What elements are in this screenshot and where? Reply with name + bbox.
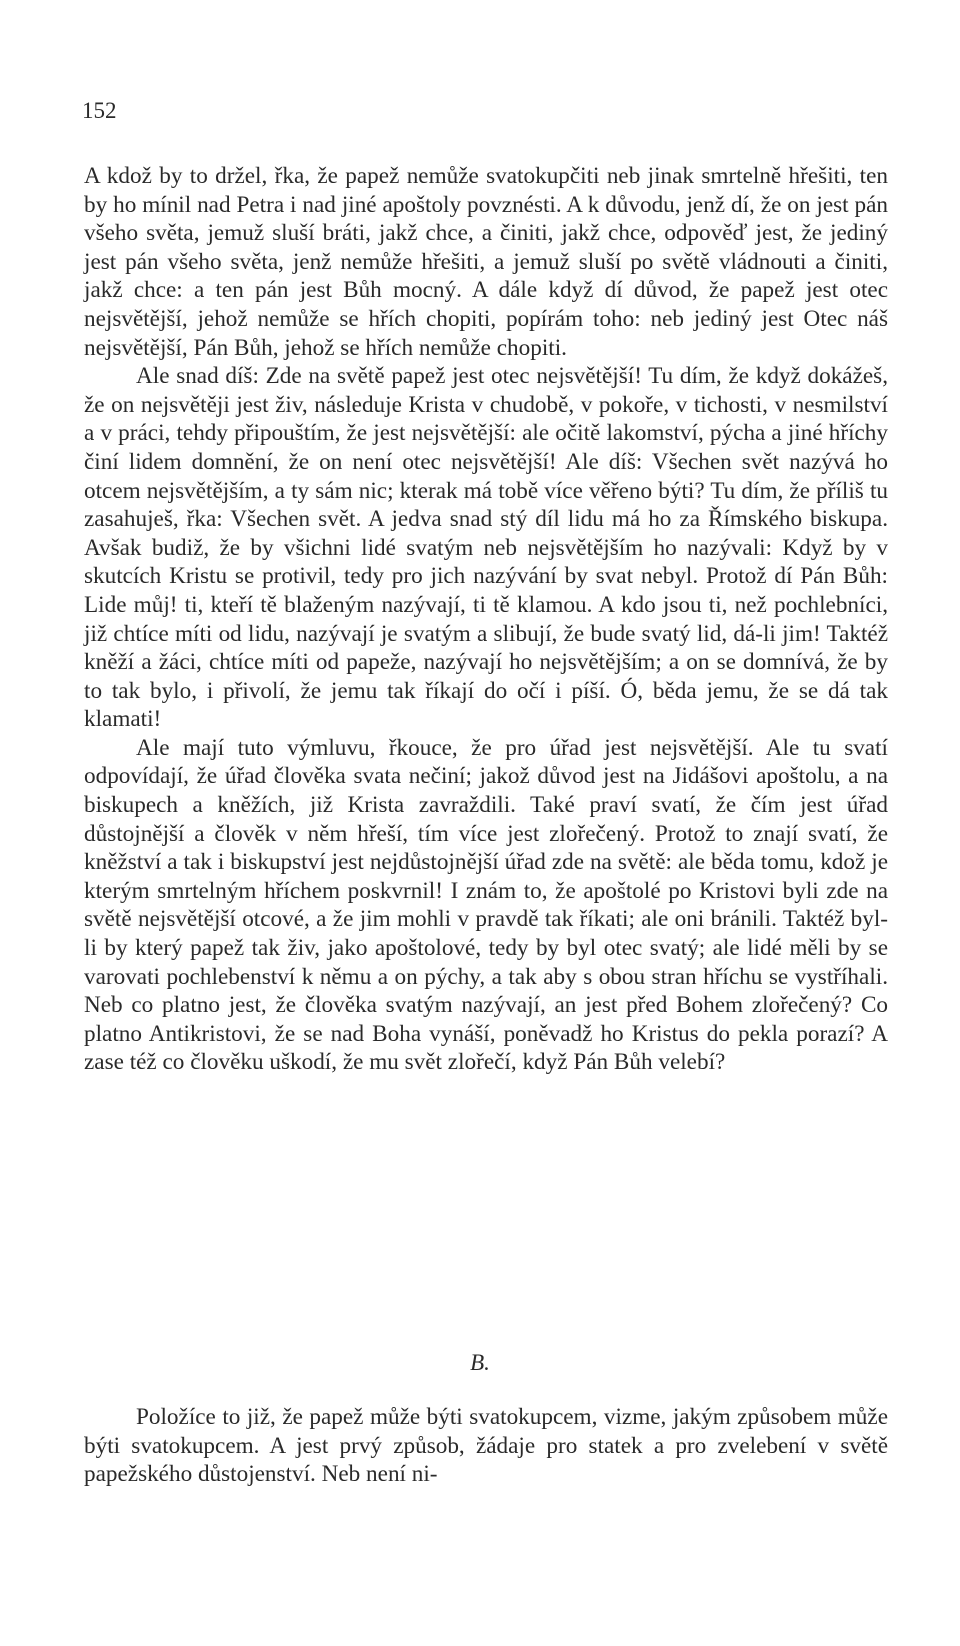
page-number: 152	[82, 98, 117, 123]
paragraph: A kdož by to držel, řka, že papež nemůže svatokupčiti neb jinak smrtelně hřešiti, ten by ho mínil nad Petra i nad jiné apoštoly povznésti. A k důvodu, jenž dí, že on jest pán všeho světa, jemuž sluší bráti, jakž chce, a činiti, jakž chce, odpověď jest, že jediný jest pán všeho světa, jenž nemůže hřešiti, a jemuž sluší po světě vládnouti a činiti, jakž chce: a ten pán jest Bůh mocný. A dále když dí důvod, že papež jest otec nejsvětější, jehož nemůže se hřích chopiti, popírám toho: neb jediný jest Otec náš nejsvětější, Pán Bůh, jehož se hřích nemůže chopiti.	[84, 163, 888, 361]
paragraph: Položíce to již, že papež může býti svatokupcem, vizme, jakým způsobem může býti svatokupcem. A jest prvý způsob, žádaje pro statek a pro zvelebení v světě papežského důstojenství. Neb není ni-	[84, 1404, 888, 1488]
paragraph: Ale mají tuto výmluvu, řkouce, že pro úřad jest nejsvětější. Ale tu svatí odpovídají, že úřad člověka svata nečiní; jakož důvod jest na Jidášovi apoštolu, a na biskupech a kněžích, již Krista zavraždili. Také praví svatí, že čím jest úřad důstojnější a člověk v něm hřeší, tím více jest zlořečený. Protož to znají svatí, že kněžství a tak i biskupství jest nejdůstojnější úřad zde na světě: ale běda tomu, kdož je kterým smrtelným hříchem poskvrnil! I znám to, že apoštolé po Kristovi byli zde na světě nejsvětější otcové, a že jim mohli v pravdě tak říkati; ale oni bránili. Taktéž byl-li by který papež tak živ, jako apoštolové, tedy by byl otec svatý; ale lidé měli by se varovati pochlebenství k němu a on pýchy, a tak aby s obou stran hříchu se vystříhali. Neb co platno jest, že člověka svatým nazývají, an jest před Bohem zlořečený? Co platno Antikristovi, že se nad Boha vynáší, poněvadž ho Kristus do pekla porazí? A zase též co člověku uškodí, že mu svět zlořečí, když Pán Bůh velebí?	[84, 734, 888, 1076]
paragraph: Ale snad díš: Zde na světě papež jest otec nejsvětější! Tu dím, že když dokážeš, že on nejsvětěji jest živ, následuje Krista v chudobě, v pokoře, v tichosti, v nesmilství a v práci, tehdy připouštím, že jest nejsvětější: ale očitě lakomství, pýcha a jiné hříchy činí lidem domnění, že on není otec nejsvětější! Ale díš: Všechen svět nazývá ho otcem nejsvětějším, a ty sám nic; kterak má tobě více věřeno býti? Tu dím, že příliš tu zasahuješ, řka: Všechen svět. A jedva snad stý díl lidu má ho za Římského biskupa. Avšak budiž, že by všichni lidé svatým neb nejsvětějším ho nazývali: Když by v skutcích Kristu se protivil, tedy pro jich nazývání by svat nebyl. Protož dí Pán Bůh: Lide můj! ti, kteří tě blaženým nazývají, ti tě klamou. A kdo jsou ti, než pochlebníci, již chtíce míti od lidu, nazývají je svatým a slibují, že bude svatý lid, dá-li jim! Taktéž kněží a žáci, chtíce míti od papeže, nazývají ho nejsvětějším; a on se domnívá, že by to tak bylo, i přivolí, že jemu tak říkají do očí i píší. Ó, běda jemu, že se dá tak klamati!	[84, 363, 888, 733]
section-heading: B.	[470, 1350, 490, 1375]
section-a-body	[84, 162, 888, 1077]
section-b-body	[84, 1403, 888, 1489]
